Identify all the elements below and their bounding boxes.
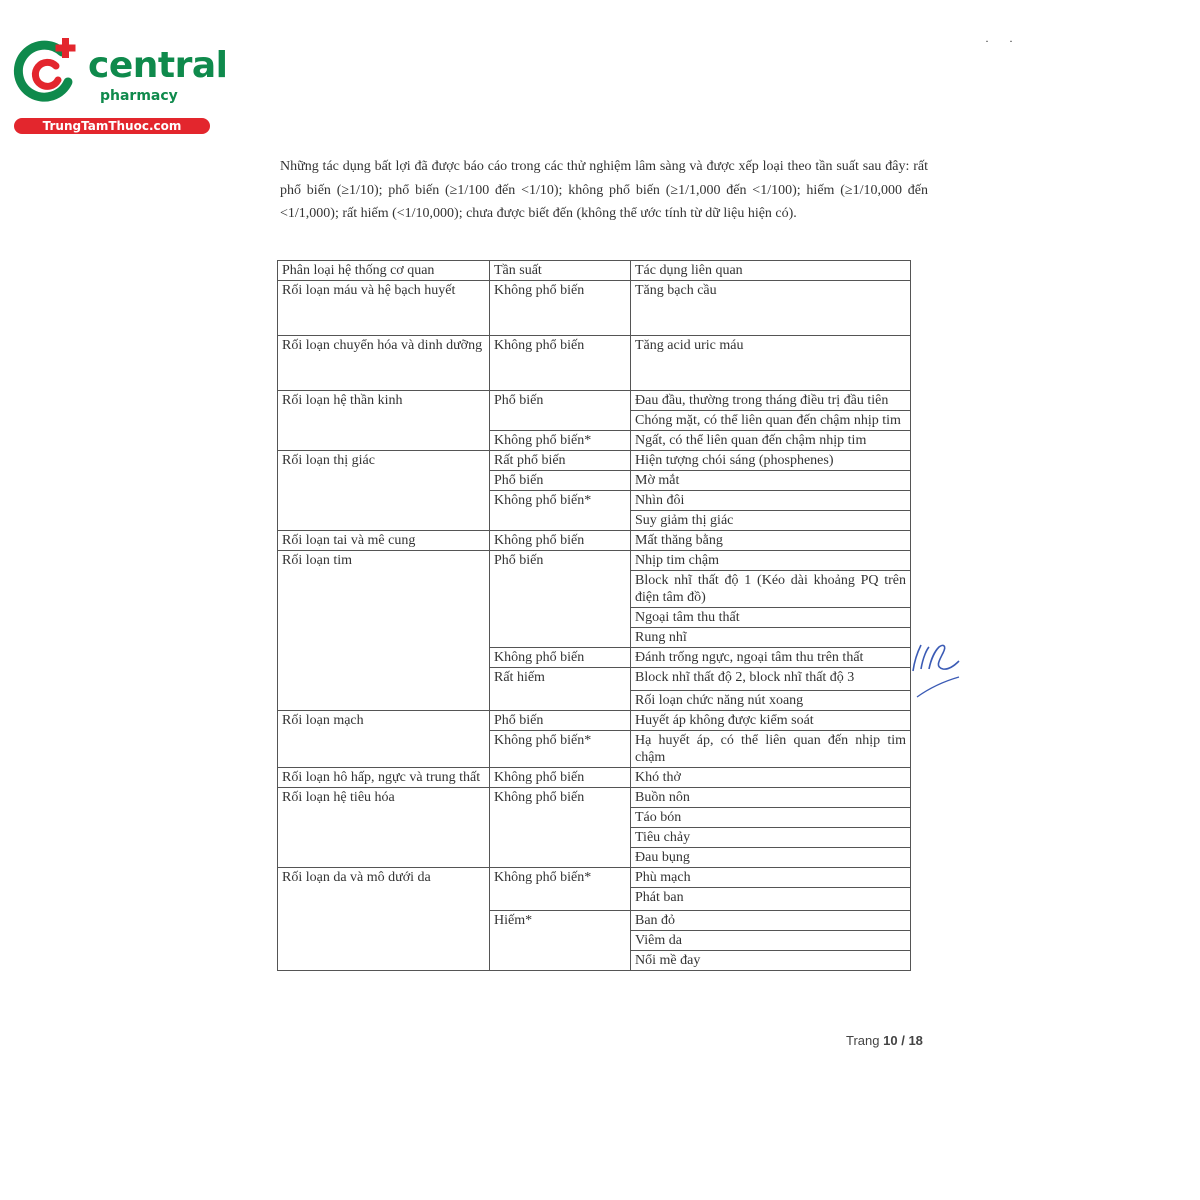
header-system: Phân loại hệ thống cơ quan — [278, 261, 490, 281]
table-row — [278, 868, 911, 888]
effect-cell: Block nhĩ thất độ 2, block nhĩ thất độ 3 — [631, 668, 911, 691]
system-cell: Rối loạn hô hấp, ngực và trung thất — [278, 768, 490, 788]
system-cell: Rối loạn mạch — [278, 711, 490, 768]
system-cell: Rối loạn máu và hệ bạch huyết — [278, 281, 490, 336]
effect-cell: Tăng bạch cầu — [631, 281, 911, 336]
effect-cell: Đau bụng — [631, 848, 911, 868]
table-row — [278, 788, 911, 808]
header-effect: Tác dụng liên quan — [631, 261, 911, 281]
table-row — [278, 711, 911, 731]
frequency-cell: Không phổ biến — [490, 336, 631, 391]
frequency-cell: Không phổ biến* — [490, 431, 631, 451]
system-cell: Rối loạn chuyển hóa và dinh dưỡng — [278, 336, 490, 391]
table-row — [278, 551, 911, 571]
frequency-cell: Phổ biến — [490, 471, 631, 491]
table-row — [278, 768, 911, 788]
system-cell: Rối loạn hệ tiêu hóa — [278, 788, 490, 868]
frequency-cell: Phổ biến — [490, 391, 631, 431]
table-row — [278, 391, 911, 411]
effect-cell: Nhìn đôi — [631, 491, 911, 511]
effect-cell: Buồn nôn — [631, 788, 911, 808]
effect-cell: Đau đầu, thường trong tháng điều trị đầu tiên — [631, 391, 911, 411]
logo-url-banner: TrungTamThuoc.com — [14, 118, 210, 134]
scan-specks: ·· — [985, 34, 1033, 48]
effect-cell: Hiện tượng chói sáng (phosphenes) — [631, 451, 911, 471]
effect-cell: Viêm da — [631, 931, 911, 951]
handwritten-signature — [905, 635, 965, 705]
system-cell: Rối loạn thị giác — [278, 451, 490, 531]
effect-cell: Mất thăng bằng — [631, 531, 911, 551]
frequency-cell: Rất phổ biến — [490, 451, 631, 471]
effect-cell: Đánh trống ngực, ngoại tâm thu trên thất — [631, 648, 911, 668]
page-label: Trang — [846, 1033, 880, 1048]
effect-cell: Nhịp tim chậm — [631, 551, 911, 571]
frequency-cell: Phổ biến — [490, 551, 631, 648]
effect-cell: Phát ban — [631, 888, 911, 911]
frequency-cell: Không phổ biến — [490, 281, 631, 336]
effect-cell: Block nhĩ thất độ 1 (Kéo dài khoảng PQ trên điện tâm đồ) — [631, 571, 911, 608]
system-cell: Rối loạn da và mô dưới da — [278, 868, 490, 971]
effect-cell: Phù mạch — [631, 868, 911, 888]
effect-cell: Chóng mặt, có thể liên quan đến chậm nhịp tim — [631, 411, 911, 431]
effect-cell: Tăng acid uric máu — [631, 336, 911, 391]
system-cell: Rối loạn tim — [278, 551, 490, 711]
frequency-cell: Không phổ biến — [490, 768, 631, 788]
table-row — [278, 336, 911, 391]
frequency-cell: Không phổ biến* — [490, 731, 631, 768]
frequency-cell: Không phổ biến* — [490, 868, 631, 911]
effect-cell: Ngất, có thể liên quan đến chậm nhịp tim — [631, 431, 911, 451]
effect-cell: Khó thở — [631, 768, 911, 788]
pharmacy-cross-icon — [12, 38, 80, 106]
frequency-cell: Không phổ biến — [490, 531, 631, 551]
effect-cell: Huyết áp không được kiểm soát — [631, 711, 911, 731]
effect-cell: Suy giảm thị giác — [631, 511, 911, 531]
frequency-cell: Không phổ biến* — [490, 491, 631, 531]
effect-cell: Tiêu chảy — [631, 828, 911, 848]
effect-cell: Hạ huyết áp, có thể liên quan đến nhịp tim chậm — [631, 731, 911, 768]
effect-cell: Rung nhĩ — [631, 628, 911, 648]
table-row — [278, 531, 911, 551]
system-cell: Rối loạn hệ thần kinh — [278, 391, 490, 451]
logo-subtitle: pharmacy — [100, 88, 178, 104]
table-header-row — [278, 261, 911, 281]
effect-cell: Nổi mề đay — [631, 951, 911, 971]
table-row — [278, 281, 911, 336]
effect-cell: Mờ mắt — [631, 471, 911, 491]
effect-cell: Ngoại tâm thu thất — [631, 608, 911, 628]
page-number — [846, 1033, 923, 1048]
table-row — [278, 451, 911, 471]
frequency-cell: Hiếm* — [490, 911, 631, 971]
frequency-cell: Rất hiếm — [490, 668, 631, 711]
effect-cell: Ban đỏ — [631, 911, 911, 931]
system-cell: Rối loạn tai và mê cung — [278, 531, 490, 551]
intro-paragraph: Những tác dụng bất lợi đã được báo cáo trong các thử nghiệm lâm sàng và được xếp loại theo tần suất sau đây: rất phổ biến (≥1/10); phổ biến (≥1/100 đến <1/10); không phổ biến (≥1/1,000 đến <1/100); hiếm (≥1/10,000 đến <1/1,000); rất hiếm (<1/10,000); chưa được biết đến (không thể ước tính từ dữ liệu hiện có). — [280, 159, 928, 221]
logo-wordmark: central — [88, 45, 228, 86]
frequency-cell: Không phổ biến — [490, 788, 631, 868]
adverse-effects-table — [277, 260, 911, 971]
header-frequency: Tần suất — [490, 261, 631, 281]
page-current: 10 — [883, 1033, 898, 1048]
effect-cell: Táo bón — [631, 808, 911, 828]
frequency-cell: Phổ biến — [490, 711, 631, 731]
effect-cell: Rối loạn chức năng nút xoang — [631, 691, 911, 711]
page-total: 18 — [908, 1033, 923, 1048]
central-pharmacy-logo — [12, 36, 228, 136]
frequency-cell: Không phổ biến — [490, 648, 631, 668]
page-separator: / — [901, 1033, 905, 1048]
